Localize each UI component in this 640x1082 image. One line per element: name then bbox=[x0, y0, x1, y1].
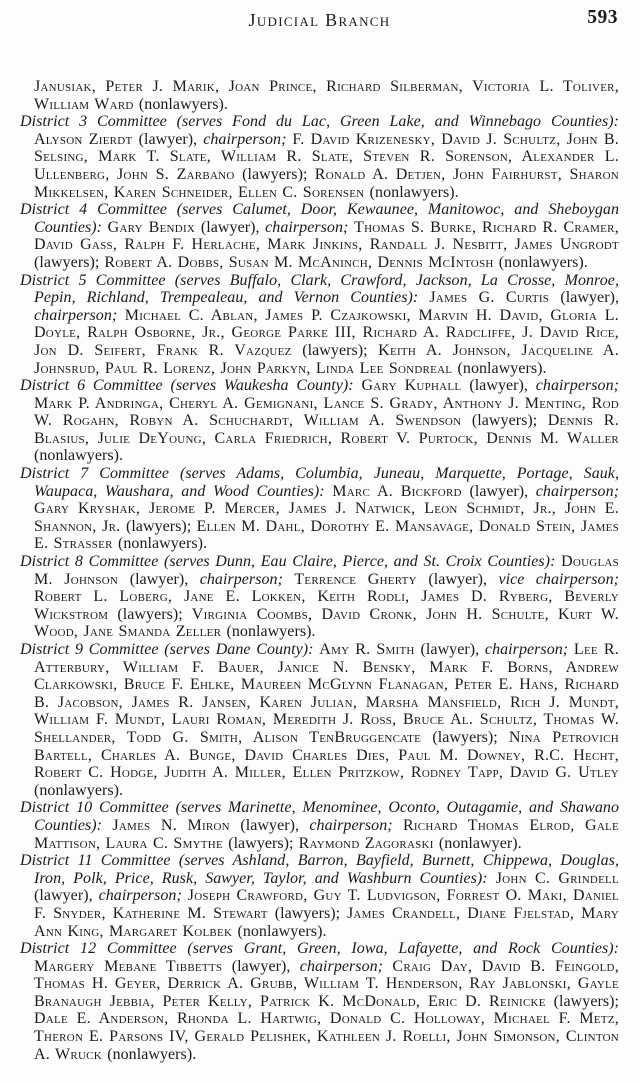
plain-text-run: (lawyers); bbox=[125, 517, 197, 535]
plain-text-run: (nonlawyers). bbox=[237, 922, 327, 940]
smallcaps-name-run: Michael C. Ablan, James P. Czajkowski, Marvin H. David, Gloria L. Doyle, Ralph Osborne, Jr., George Parke III, Richard A. Radcliffe, J. David Rice, Jon D. Seifert, Frank R. Vazquez bbox=[34, 306, 619, 359]
smallcaps-name-run: James N. Miron bbox=[112, 816, 241, 834]
paragraph-district-8 bbox=[20, 553, 619, 641]
plain-text-run: (lawyer), bbox=[469, 482, 536, 500]
plain-text-run: (nonlawyers). bbox=[498, 253, 588, 271]
smallcaps-name-run: Gary Kuphall bbox=[361, 377, 470, 395]
plain-text-run: (lawyer), bbox=[469, 377, 536, 395]
plain-text-run: (lawyer), bbox=[138, 130, 204, 148]
smallcaps-name-run: Dennis R. Blasius, Julie DeYoung, Carla Friedrich, Robert V. Purtock, Dennis M. Waller bbox=[34, 412, 619, 447]
plain-text-run: (lawyer), bbox=[34, 887, 99, 905]
smallcaps-name-run: Virginia Coombs, David Cronk, John H. Schulte, Kurt W. Wood, Jane Smanda Zeller bbox=[34, 605, 619, 641]
paragraph-district-9 bbox=[20, 641, 619, 799]
smallcaps-name-run: Gary Bendix bbox=[107, 218, 201, 236]
committee-list bbox=[20, 78, 619, 1063]
italic-text-run: District 10 Committee (serves Marinette, Menominee, Oconto, Outagamie, and Shawano Counties): bbox=[20, 799, 619, 834]
plain-text-run: (lawyer), bbox=[129, 570, 200, 588]
plain-text-run: (lawyer), bbox=[200, 218, 266, 236]
smallcaps-name-run: Raymond Zagoraski bbox=[298, 834, 439, 852]
smallcaps-name-run: James G. Curtis bbox=[429, 289, 561, 307]
smallcaps-name-run: Gary Kryshak, Jerome P. Mercer, James J. Natwick, Leon Schmidt, Jr., John E. Shannon, Jr. bbox=[34, 500, 619, 535]
smallcaps-name-run: Margery Mebane Tibbetts bbox=[34, 957, 232, 975]
paragraph-continuation bbox=[20, 78, 619, 113]
paragraph-district-7 bbox=[20, 465, 619, 553]
paragraph-district-4 bbox=[20, 201, 619, 271]
smallcaps-name-run: Nina Petrovich Bartell, Charles A. Bunge, David Charles Dies, Paul M. Downey, R.C. Hecht, Robert C. Hodge, Judith A. Miller, Ellen Pritzkow, Rodney Tapp, David G. Utley bbox=[34, 728, 619, 782]
smallcaps-name-run: Robert L. Loberg, Jane E. Lokken, Keith Rodli, James D. Ryberg, Beverly Wickstrom bbox=[34, 588, 619, 623]
plain-text-run: (lawyer), bbox=[240, 816, 310, 834]
smallcaps-name-run: James Crandell, Diane Fjelstad, Mary Ann King, Margaret Kolbek bbox=[34, 904, 619, 940]
italic-text-run: chairperson; bbox=[484, 641, 574, 658]
plain-text-run: (nonlawyers). bbox=[226, 623, 316, 641]
italic-text-run: District 11 Committee (serves Ashland, Barron, Bayfield, Burnett, Chippewa, Douglas, Iron, Polk, Price, Rusk, Sawyer, Taylor, and Washburn Counties): bbox=[20, 852, 619, 887]
paragraph-district-6 bbox=[20, 377, 619, 465]
smallcaps-name-run: Thomas S. Burke, Richard R. Cramer, David Gass, Ralph F. Herlache, Mark Jinkins, Randall J. Nesbitt, James Ungrodt bbox=[34, 218, 619, 254]
smallcaps-name-run: Terrence Gherty bbox=[294, 570, 429, 588]
plain-text-run: (nonlawyers). bbox=[457, 359, 547, 377]
smallcaps-name-run: Lee R. Atterbury, William F. Bauer, Janice N. Bensky, Mark F. Borns, Andrew Clarkowski, Bruce F. Ehlke, Maureen McGlynn Flanagan, Peter E. Hans, Richard B. Jacobson, James R. Jansen, Karen Julian, Marsha Mansfield, Rich J. Mundt, William F. Mundt, Lauri Roman, Meredith J. Ross, Bruce Al. Schultz, Thomas W. Shellander, Todd G. Smith, Alison TenBruggencate bbox=[34, 641, 619, 746]
plain-text-run: (lawyer), bbox=[231, 957, 300, 975]
smallcaps-name-run: Ronald A. Detjen, John Fairhurst, Sharon Mikkelsen, Karen Schneider, Ellen C. Sorensen bbox=[34, 165, 619, 201]
plain-text-run: (lawyer), bbox=[420, 641, 485, 658]
italic-text-run: chairperson; bbox=[535, 482, 620, 500]
italic-text-run: District 9 Committee (serves Dane County): bbox=[20, 641, 320, 658]
italic-text-run: District 5 Committee (serves Buffalo, Clark, Crawford, Jackson, La Crosse, Monroe, Pepin, Richland, Trempealeau, and Vernon Counties): bbox=[20, 271, 619, 307]
italic-text-run: chairperson; bbox=[199, 570, 295, 588]
smallcaps-name-run: Ellen M. Dahl, Dorothy E. Mansavage, Donald Stein, James E. Strasser bbox=[34, 517, 619, 553]
plain-text-run: (nonlawyers). bbox=[117, 535, 208, 553]
italic-text-run: chairperson; bbox=[309, 816, 403, 834]
smallcaps-name-run: Keith A. Johnson, Jacqueline A. Johnsrud, Paul R. Lorenz, John Parkyn, Linda Lee Sondreal bbox=[34, 341, 619, 377]
paragraph-district-5 bbox=[20, 272, 619, 378]
smallcaps-name-run: Joseph Crawford, Guy T. Ludvigson, Forrest O. Maki, Daniel F. Snyder, Katherine M. Stewart bbox=[34, 887, 619, 922]
smallcaps-name-run: Mark P. Andringa, Cheryl A. Gemignani, Lance S. Grady, Anthony J. Menting, Rod W. Rogahn, Robyn A. Schuchardt, William A. Swendson bbox=[34, 394, 619, 430]
page-header bbox=[20, 7, 619, 34]
smallcaps-name-run: Amy R. Smith bbox=[319, 641, 421, 658]
smallcaps-name-run: Janusiak, Peter J. Marik, Joan Prince, Richard Silberman, Victoria L. Toliver, William Ward bbox=[34, 78, 619, 113]
plain-text-run: (lawyer), bbox=[428, 570, 499, 588]
italic-text-run: chairperson; bbox=[535, 377, 620, 395]
paragraph-district-10 bbox=[20, 799, 619, 852]
plain-text-run: (lawyers); bbox=[553, 992, 619, 1010]
smallcaps-name-run: F. David Krizenesky, David J. Schultz, John B. Selsing, Mark T. Slate, William R. Slate, Steven R. Sorenson, Alexander L. Ullenberg, John S. Zarbano bbox=[34, 130, 619, 183]
plain-text-run: (lawyers); bbox=[302, 341, 379, 359]
italic-text-run: District 8 Committee (serves Dunn, Eau Claire, Pierce, and St. Croix Counties): bbox=[20, 553, 562, 571]
italic-text-run: District 7 Committee (serves Adams, Columbia, Juneau, Marquette, Portage, Sauk, Waupaca, Waushara, and Wood Counties): bbox=[20, 465, 619, 500]
italic-text-run: chairperson; bbox=[299, 957, 393, 975]
plain-text-run: (nonlawyers). bbox=[34, 781, 124, 799]
plain-text-run: (lawyers); bbox=[242, 165, 315, 183]
smallcaps-name-run: Douglas M. Johnson bbox=[34, 553, 619, 588]
plain-text-run: (lawyers); bbox=[34, 253, 105, 271]
page-title: Judicial Branch bbox=[248, 10, 391, 30]
plain-text-run: (lawyers); bbox=[117, 605, 192, 623]
plain-text-run: (lawyer), bbox=[560, 289, 620, 307]
plain-text-run: (nonlawyers). bbox=[34, 447, 124, 465]
italic-text-run: vice chairperson; bbox=[498, 570, 620, 588]
page-number: 593 bbox=[587, 7, 618, 28]
paragraph-district-11 bbox=[20, 852, 619, 940]
smallcaps-name-run: Robert A. Dobbs, Susan M. McAninch, Dennis McIntosh bbox=[104, 253, 499, 271]
paragraph-district-12 bbox=[20, 940, 619, 1063]
italic-text-run: District 4 Committee (serves Calumet, Door, Kewaunee, Manitowoc, and Sheboygan Counties): bbox=[20, 201, 619, 236]
italic-text-run: chairperson; bbox=[265, 218, 355, 236]
smallcaps-name-run: John C. Grindell bbox=[495, 869, 619, 887]
plain-text-run: (nonlawyers). bbox=[107, 1045, 197, 1063]
plain-text-run: (lawyers); bbox=[228, 834, 299, 852]
italic-text-run: chairperson; bbox=[203, 130, 293, 148]
italic-text-run: District 12 Committee (serves Grant, Green, Iowa, Lafayette, and Rock Counties): bbox=[20, 940, 619, 958]
plain-text-run: (nonlawyers). bbox=[369, 183, 459, 201]
plain-text-run: (lawyers); bbox=[432, 728, 509, 746]
smallcaps-name-run: Richard Thomas Elrod, Gale Mattison, Laura C. Smythe bbox=[34, 816, 619, 852]
smallcaps-name-run: Dale E. Anderson, Rhonda L. Hartwig, Donald C. Holloway, Michael F. Metz, Theron E. Parsons IV, Gerald Pelishek, Kathleen J. Roelli, John Simonson, Clinton A. Wruck bbox=[34, 1010, 619, 1063]
smallcaps-name-run: Craig Day, David B. Feingold, Thomas H. Geyer, Derrick A. Grubb, William T. Henderson, Ray Jablonski, Gayle Branaugh Jebbia, Peter Kelly, Patrick K. McDonald, Eric D. Reinicke bbox=[34, 957, 619, 1010]
italic-text-run: chairperson; bbox=[98, 887, 188, 905]
plain-text-run: (lawyers); bbox=[274, 904, 347, 922]
smallcaps-name-run: Marc A. Bickford bbox=[332, 482, 470, 500]
italic-text-run: District 6 Committee (serves Waukesha County): bbox=[20, 377, 362, 395]
plain-text-run: (nonlawyer). bbox=[438, 834, 522, 852]
plain-text-run: (nonlawyers). bbox=[138, 95, 228, 113]
plain-text-run: (lawyers); bbox=[471, 412, 548, 430]
smallcaps-name-run: Alyson Zierdt bbox=[34, 130, 139, 148]
italic-text-run: chairperson; bbox=[34, 306, 125, 324]
italic-text-run: District 3 Committee (serves Fond du Lac, Green Lake, and Winnebago Counties): bbox=[20, 113, 619, 131]
paragraph-district-3 bbox=[20, 113, 619, 201]
